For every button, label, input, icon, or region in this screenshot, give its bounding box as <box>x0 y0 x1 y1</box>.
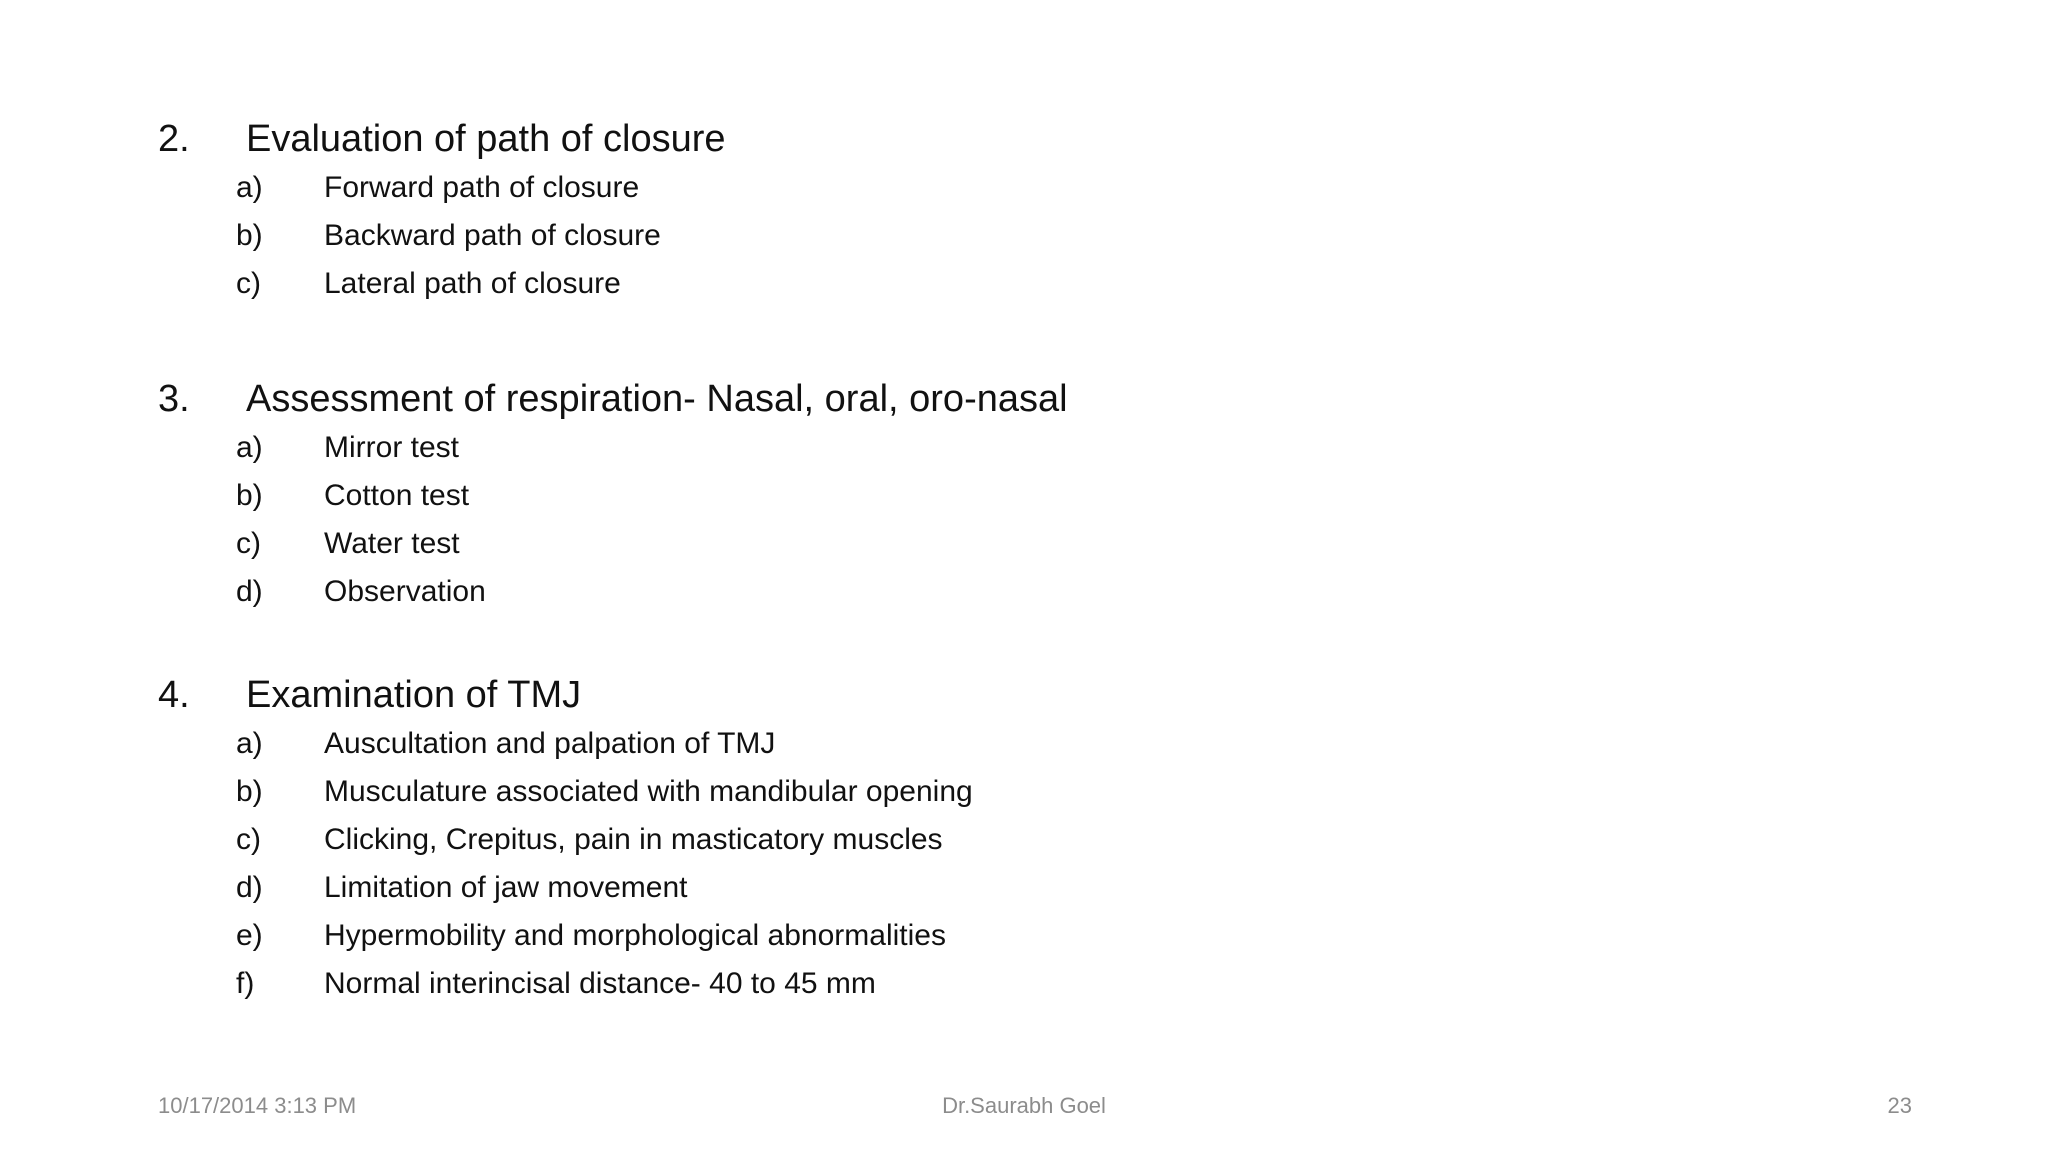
item-letter: a) <box>236 727 263 760</box>
section-heading <box>158 672 973 718</box>
item-letter: b) <box>236 479 263 512</box>
item-text: Musculature associated with mandibular opening <box>324 775 973 808</box>
item-letter: f) <box>236 967 255 1000</box>
sub-item-list <box>236 720 973 1008</box>
item-letter: b) <box>236 219 263 252</box>
item-letter: c) <box>236 267 261 300</box>
list-item <box>236 912 973 960</box>
item-text: Normal interincisal distance- 40 to 45 mm <box>324 967 876 1000</box>
list-item <box>236 864 973 912</box>
item-text: Mirror test <box>324 431 459 464</box>
item-text: Cotton test <box>324 479 470 512</box>
section-tmj-examination <box>158 672 973 1008</box>
list-item <box>236 164 726 212</box>
item-text: Water test <box>324 527 460 560</box>
sub-item-list <box>236 424 1068 616</box>
item-text: Observation <box>324 575 486 608</box>
item-text: Hypermobility and morphological abnormalities <box>324 919 946 952</box>
list-item <box>236 472 1068 520</box>
item-text: Auscultation and palpation of TMJ <box>324 727 776 760</box>
slide-number: 23 <box>1887 1093 1912 1118</box>
item-text: Limitation of jaw movement <box>324 871 688 904</box>
section-heading <box>158 376 1068 422</box>
list-item <box>236 260 726 308</box>
item-letter: a) <box>236 431 263 464</box>
item-letter: c) <box>236 527 261 560</box>
footer-author: Dr.Saurabh Goel <box>942 1093 1106 1118</box>
section-heading <box>158 116 726 162</box>
item-text: Clicking, Crepitus, pain in masticatory muscles <box>324 823 943 856</box>
section-respiration <box>158 376 1068 616</box>
section-number: 3. <box>158 378 190 420</box>
section-path-of-closure <box>158 116 726 308</box>
section-title: Evaluation of path of closure <box>246 118 726 160</box>
sub-item-list <box>236 164 726 308</box>
item-text: Lateral path of closure <box>324 267 621 300</box>
list-item <box>236 424 1068 472</box>
list-item <box>236 568 1068 616</box>
item-text: Backward path of closure <box>324 219 661 252</box>
list-item <box>236 720 973 768</box>
section-number: 4. <box>158 674 190 716</box>
list-item <box>236 212 726 260</box>
section-title: Assessment of respiration- Nasal, oral, oro-nasal <box>246 378 1068 420</box>
list-item <box>236 816 973 864</box>
item-letter: d) <box>236 871 263 904</box>
section-number: 2. <box>158 118 190 160</box>
list-item <box>236 520 1068 568</box>
list-item <box>236 768 973 816</box>
item-letter: c) <box>236 823 261 856</box>
section-title: Examination of TMJ <box>246 674 582 716</box>
item-letter: a) <box>236 171 263 204</box>
list-item <box>236 960 973 1008</box>
item-letter: b) <box>236 775 263 808</box>
item-letter: e) <box>236 919 263 952</box>
item-letter: d) <box>236 575 263 608</box>
item-text: Forward path of closure <box>324 171 640 204</box>
footer-date: 10/17/2014 3:13 PM <box>158 1093 357 1118</box>
